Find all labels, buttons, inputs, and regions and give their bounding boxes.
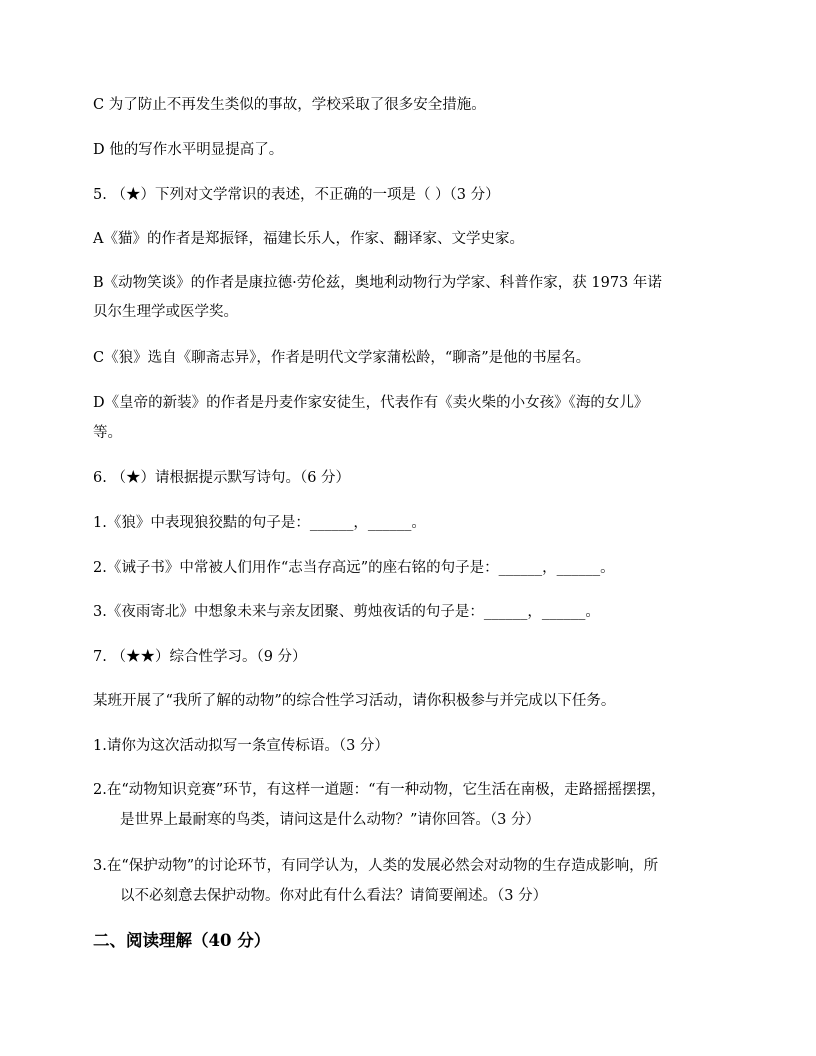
question-6: 6. （★）请根据提示默写诗句。（6 分） <box>93 470 351 486</box>
question-6-item-3: 3.《夜雨寄北》中想象未来与亲友团聚、剪烛夜话的句子是：______，______。 <box>93 604 600 620</box>
question-5-option-a: A《猫》的作者是郑振铎，福建长乐人，作家、翻译家、文学史家。 <box>93 231 524 247</box>
question-7-task-3: 3.在“保护动物”的讨论环节，有同学认为，人类的发展必然会对动物的生存造成影响，所 <box>93 858 659 874</box>
question-5-option-c: C《狼》选自《聊斋志异》，作者是明代文学家蒲松龄，“聊斋”是他的书屋名。 <box>93 350 591 366</box>
question-7-task-1: 1.请你为这次活动拟写一条宣传标语。（3 分） <box>93 738 389 754</box>
question-6-item-1: 1.《狼》中表现狼狡黠的句子是：______，______。 <box>93 515 426 531</box>
question-5-option-b-continued: 贝尔生理学或医学奖。 <box>93 304 238 320</box>
section-heading-reading: 二、阅读理解（40 分） <box>93 931 271 950</box>
option-c-sentence: C 为了防止不再发生类似的事故，学校采取了很多安全措施。 <box>93 97 486 113</box>
question-7-task-2-continued: 是世界上最耐寒的鸟类，请问这是什么动物？”请你回答。（3 分） <box>120 812 540 828</box>
question-5-option-d: D《皇帝的新装》的作者是丹麦作家安徒生，代表作有《卖火柴的小女孩》《海的女儿》 <box>93 395 649 411</box>
question-7-intro: 某班开展了“我所了解的动物”的综合性学习活动，请你积极参与并完成以下任务。 <box>93 693 616 709</box>
question-5-option-d-continued: 等。 <box>93 425 122 441</box>
question-7-task-2: 2.在“动物知识竞赛”环节，有这样一道题：“有一种动物，它生活在南极，走路摇摇摆摆， <box>93 782 666 798</box>
question-6-item-2: 2.《诫子书》中常被人们用作“志当存高远”的座右铭的句子是：______，______。 <box>93 560 615 576</box>
question-7-task-3-continued: 以不必刻意去保护动物。你对此有什么看法？请简要阐述。（3 分） <box>120 888 548 904</box>
question-5-option-b: B《动物笑谈》的作者是康拉德·劳伦兹，奥地利动物行为学家、科普作家，获 1973 年诺 <box>93 275 662 291</box>
option-d-sentence: D 他的写作水平明显提高了。 <box>93 142 284 158</box>
question-5: 5. （★）下列对文学常识的表述，不正确的一项是（ ）（3 分） <box>93 187 500 203</box>
question-7: 7. （★★）综合性学习。（9 分） <box>93 649 307 665</box>
